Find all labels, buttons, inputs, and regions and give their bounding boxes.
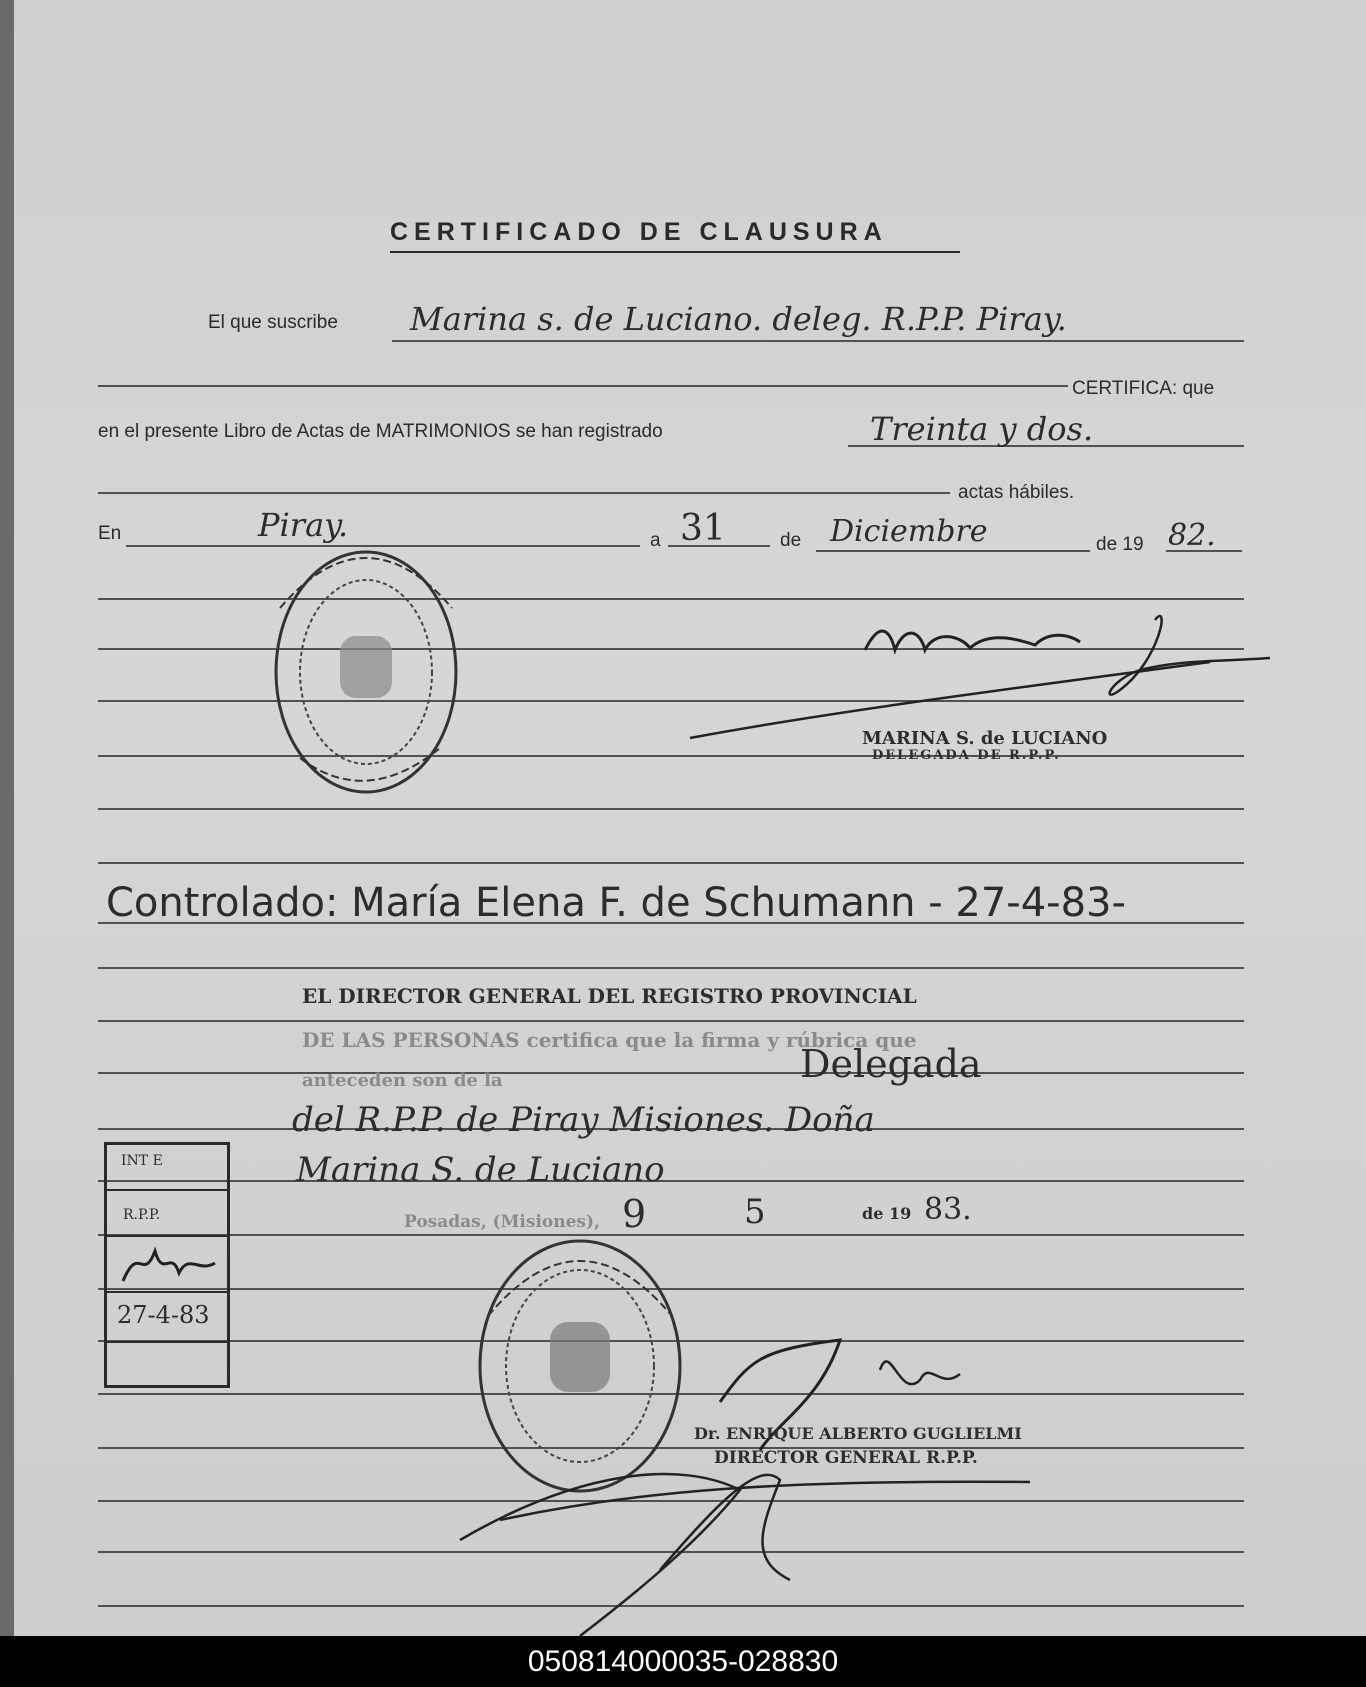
director-hand-2: del R.P.P. de Piray Misiones. Doña <box>292 1100 875 1140</box>
control-box-date: 27-4-83 <box>117 1301 210 1329</box>
ruled-line <box>98 967 1244 969</box>
form-line <box>98 492 950 494</box>
posadas-label: Posadas, (Misiones), <box>404 1212 600 1232</box>
signature-2 <box>460 1340 1040 1636</box>
control-box-row2: R.P.P. <box>123 1207 161 1223</box>
suscribe-value: Marina s. de Luciano. deleg. R.P.P. Piray. <box>410 300 1067 338</box>
director-line-3: anteceden son de la <box>302 1070 503 1091</box>
en-value: Piray. <box>258 506 349 544</box>
director-hand-1: Delegada <box>800 1042 982 1086</box>
ruled-line <box>98 1020 1244 1022</box>
signer-1-name: MARINA S. de LUCIANO <box>862 728 1108 749</box>
control-box-row1: INT E <box>121 1153 163 1169</box>
date-day: 9 <box>622 1192 647 1236</box>
day-value: 31 <box>680 508 726 549</box>
title-underline <box>390 251 960 253</box>
year-value: 82. <box>1168 518 1216 553</box>
control-box <box>104 1142 230 1388</box>
form-line <box>816 550 1090 552</box>
director-line-1: EL DIRECTOR GENERAL DEL REGISTRO PROVINCIAL <box>302 984 917 1008</box>
form-line <box>98 385 1068 387</box>
ruled-line <box>98 1180 1244 1182</box>
signer-1-title: DELEGADA DE R.P.P. <box>872 748 1061 763</box>
controlado-note: Controlado: María Elena F. de Schumann - 27-4-83- <box>106 880 1126 926</box>
a-label: a <box>650 530 661 551</box>
actas-label: actas hábiles. <box>958 482 1075 503</box>
ruled-line <box>98 1072 1244 1074</box>
page-edge-shadow <box>0 0 14 1636</box>
date-year: 83. <box>924 1192 972 1227</box>
date-year-label: de 19 <box>862 1204 912 1223</box>
official-stamp-oval <box>270 548 470 798</box>
year-label: de 19 <box>1096 534 1144 555</box>
signer-2-title: DIRECTOR GENERAL R.P.P. <box>714 1448 978 1468</box>
certifica-label: CERTIFICA: que <box>1072 378 1215 399</box>
libro-value: Treinta y dos. <box>870 410 1094 448</box>
ruled-line <box>98 808 1244 810</box>
scan-id-caption: 050814000035-028830 <box>0 1636 1366 1687</box>
libro-label: en el presente Libro de Actas de MATRIMONIOS se han registrado <box>98 421 663 442</box>
en-label: En <box>98 523 122 544</box>
ruled-line <box>98 862 1244 864</box>
signer-2-name: Dr. ENRIQUE ALBERTO GUGLIELMI <box>694 1424 1022 1443</box>
suscribe-label: El que suscribe <box>208 312 338 333</box>
date-month: 5 <box>744 1192 766 1232</box>
form-line <box>126 545 640 547</box>
director-line-2: DE LAS PERSONAS certifica que la firma y rúbrica que <box>302 1028 917 1052</box>
document-title: CERTIFICADO DE CLAUSURA <box>390 218 888 246</box>
form-line <box>392 340 1244 342</box>
control-box-initials <box>119 1243 219 1287</box>
de-label: de <box>780 530 802 551</box>
director-hand-3: Marina S. de Luciano <box>296 1150 665 1190</box>
month-value: Diciembre <box>830 514 988 549</box>
